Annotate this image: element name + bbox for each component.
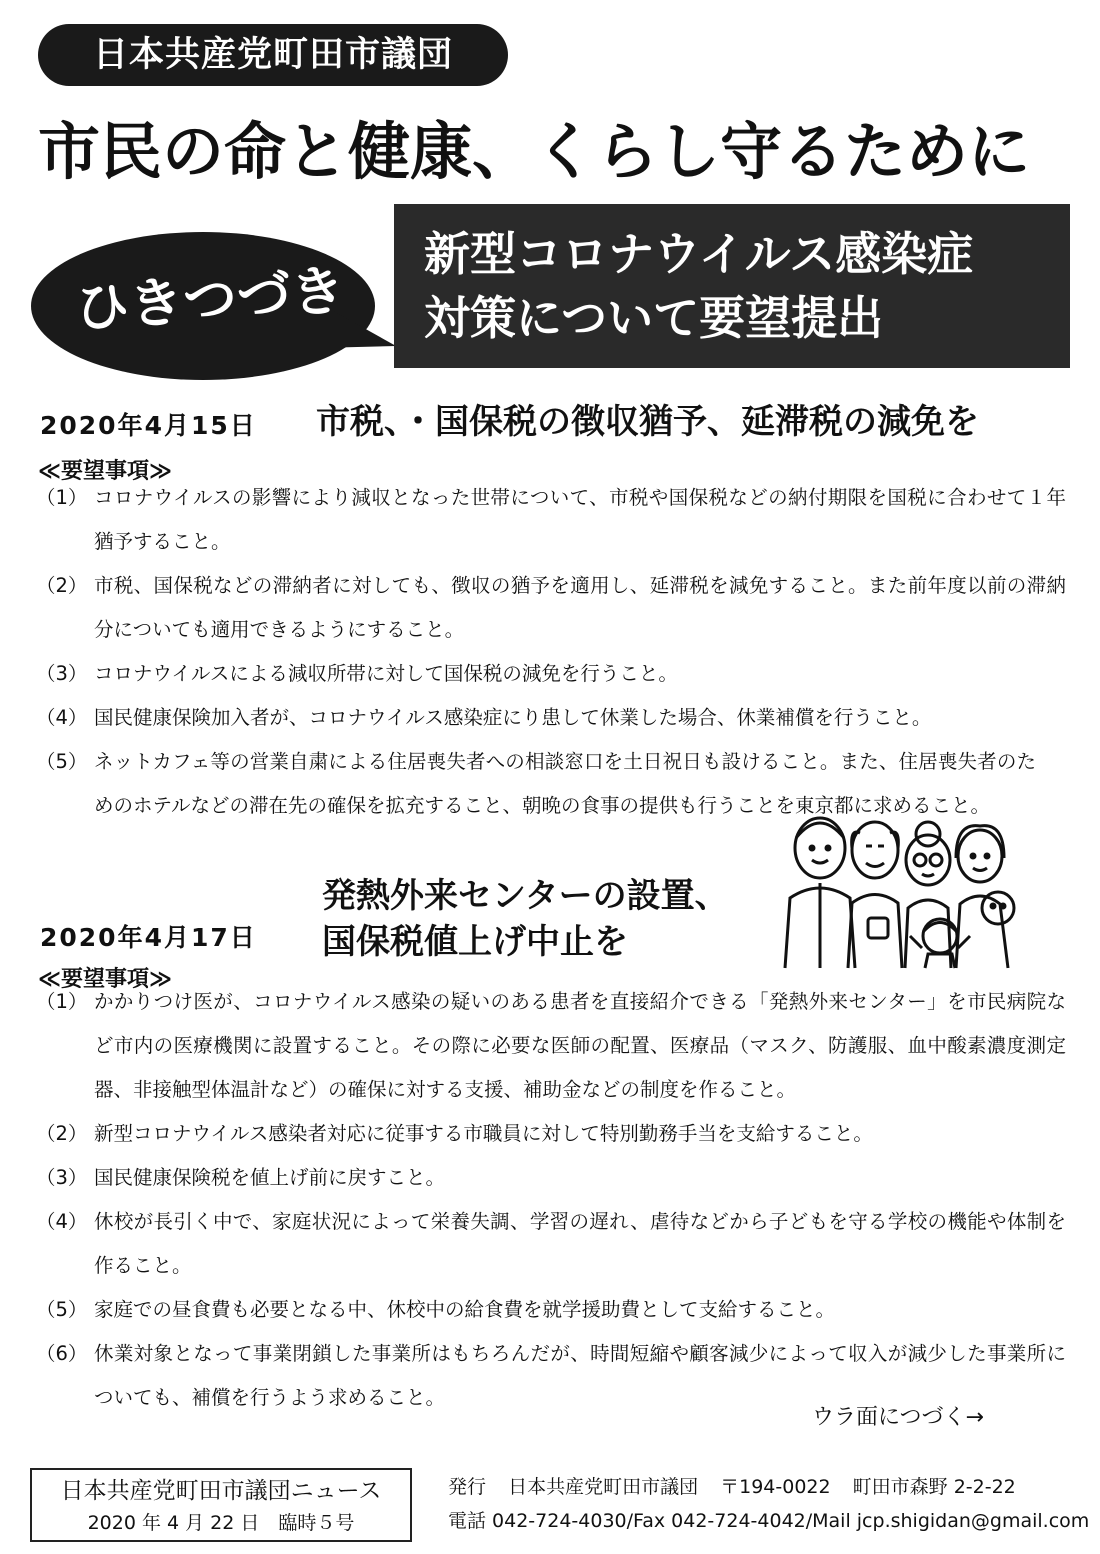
- section2-items: [36, 980, 1066, 1420]
- newsletter-date: 2020 年 4 月 22 日 臨時５号: [87, 1512, 355, 1534]
- item-text: かかりつけ医が、コロナウイルス感染の疑いのある患者を直接紹介できる「発熱外来センター」を市民病院など市内の医療機関に設置すること。その際に必要な医師の配置、医療品（マスク、防護服、血中酸素濃度測定器、非接触型体温計など）の確保に対する支援、補助金などの制度を作ること。: [94, 990, 1066, 1101]
- title-box: [394, 204, 1070, 368]
- family-illustration-icon: [780, 808, 1030, 978]
- item-text: コロナウイルスの影響により減収となった世帯について、市税や国保税などの納付期限を国税に合わせて１年猶予すること。: [94, 486, 1066, 553]
- item-text: 国民健康保険加入者が、コロナウイルス感染症にり患して休業した場合、休業補償を行うこと。: [94, 706, 932, 729]
- contact-info: 電話 042-724-4030/Fax 042-724-4042/Mail jcp.shigidan@gmail.com: [448, 1510, 1090, 1532]
- list-item: [36, 696, 1066, 740]
- item-text: 休業対象となって事業閉鎖した事業所はもちろんだが、時間短縮や顧客減少によって収入が減少した事業所についても、補償を行うよう求めること。: [94, 1342, 1066, 1409]
- section2-title-line1: 発熱外来センターの設置、: [322, 876, 729, 916]
- headline: 市民の命と健康、くらし守るために: [38, 115, 1031, 188]
- list-item: [36, 1156, 1066, 1200]
- item-number: （5）: [36, 1298, 88, 1321]
- section2-req-heading: ≪要望事項≫: [38, 967, 173, 992]
- item-text: 市税、国保税などの滞納者に対しても、徴収の猶予を適用し、延滞税を減免すること。また前年度以前の滞納分についても適用できるようにすること。: [94, 574, 1066, 641]
- item-number: （1）: [36, 990, 88, 1013]
- item-number: （2）: [36, 574, 88, 597]
- item-number: （4）: [36, 1210, 88, 1233]
- item-number: （4）: [36, 706, 88, 729]
- org-tag: 日本共産党町田市議団: [38, 24, 508, 86]
- section1-date: 2020年4月15日: [40, 411, 257, 440]
- bubble-text: ひきつづき: [73, 258, 347, 341]
- item-number: （1）: [36, 486, 88, 509]
- item-text: 休校が長引く中で、家庭状況によって栄養失調、学習の遅れ、虐待などから子どもを守る学校の機能や体制を作ること。: [94, 1210, 1066, 1277]
- item-number: （5）: [36, 750, 88, 773]
- item-number: （6）: [36, 1342, 88, 1365]
- publisher-label: 発行: [448, 1476, 487, 1498]
- list-item: [36, 1112, 1066, 1156]
- continue-note: ウラ面につづく→: [812, 1405, 984, 1430]
- item-number: （3）: [36, 1166, 88, 1189]
- section1-req-heading: ≪要望事項≫: [38, 459, 173, 484]
- title-box-line2: 対策について要望提出: [424, 291, 884, 345]
- item-text: 新型コロナウイルス感染者対応に従事する市職員に対して特別勤務手当を支給すること。: [94, 1122, 873, 1145]
- newsletter-box: [30, 1468, 412, 1542]
- newsletter-name: 日本共産党町田市議団ニュース: [60, 1478, 382, 1504]
- title-box-line1: 新型コロナウイルス感染症: [424, 227, 974, 281]
- address: 町田市森野 2-2-22: [852, 1476, 1016, 1498]
- item-text: ネットカフェ等の営業自粛による住居喪失者への相談窓口を土日祝日も設けること。また、住居喪失者のためのホテルなどの滞在先の確保を拡充すること、朝晩の食事の提供も行うことを東京都に求めること。: [94, 750, 1036, 817]
- item-number: （2）: [36, 1122, 88, 1145]
- item-text: コロナウイルスによる減収所帯に対して国保税の減免を行うこと。: [94, 662, 678, 685]
- section2-date: 2020年4月17日: [40, 923, 257, 952]
- publisher-info: [448, 1470, 1089, 1538]
- list-item: [36, 476, 1066, 564]
- section1-title: 市税、・国保税の徴収猶予、延滞税の減免を: [316, 402, 979, 442]
- list-item: [36, 1288, 1066, 1332]
- publisher-name: 日本共産党町田市議団: [508, 1476, 699, 1498]
- list-item: [36, 564, 1066, 652]
- list-item: [36, 1200, 1066, 1288]
- list-item: [36, 980, 1066, 1112]
- item-text: 家庭での昼食費も必要となる中、休校中の給食費を就学援助費として支給すること。: [94, 1298, 836, 1321]
- item-number: （3）: [36, 662, 88, 685]
- item-text: 国民健康保険税を値上げ前に戻すこと。: [94, 1166, 446, 1189]
- postal-code: 〒194-0022: [720, 1476, 831, 1498]
- list-item: [36, 652, 1066, 696]
- section1-items: [36, 476, 1066, 828]
- section2-title-line2: 国保税値上げ中止を: [322, 922, 628, 962]
